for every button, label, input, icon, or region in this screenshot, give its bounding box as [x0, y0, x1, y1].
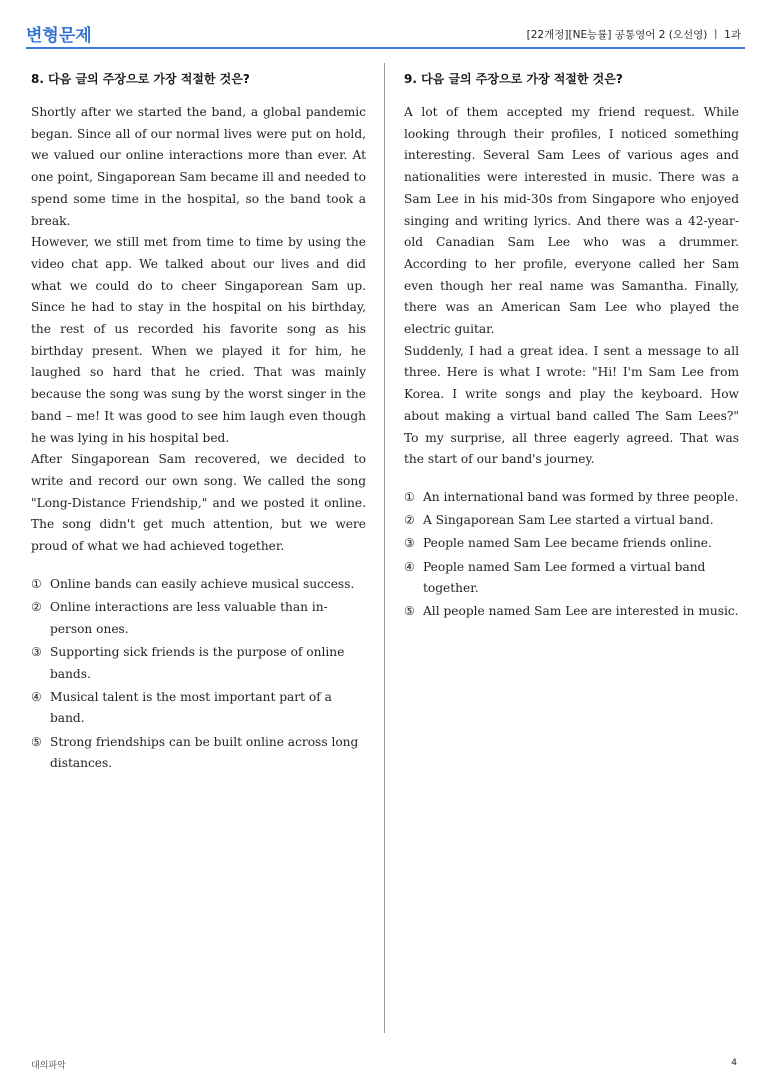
question-title: 9. 다음 글의 주장으로 가장 적절한 것은? — [404, 72, 623, 86]
answer-option[interactable] — [31, 642, 366, 685]
passage-paragraph: A lot of them accepted my friend request. While looking through their profiles, I noticed something interesting. Several Sam Lees of various ages and nationalities were interested in music. There was a Sam Lee in his mid-30s from Singapore who enjoyed singing and writing lyrics. And there was a 42-year-old Canadian Sam Lee who was a drummer. According to her profile, everyone called her Sam even though her real name was Samantha. Finally, there was an American Sam Lee who played the electric guitar. — [404, 105, 739, 337]
footer-label: 대의파악 — [31, 1061, 66, 1071]
question-8 — [31, 70, 366, 777]
brand-title: 변형문제 — [26, 26, 92, 46]
answer-options — [404, 487, 739, 623]
option-number: ③ — [404, 536, 415, 551]
answer-option[interactable] — [31, 574, 366, 596]
answer-option[interactable] — [404, 601, 739, 623]
option-text: Strong friendships can be built online across long distances. — [50, 734, 359, 771]
option-text: A Singaporean Sam Lee started a virtual band. — [423, 513, 714, 528]
option-number: ④ — [31, 689, 42, 704]
option-number: ③ — [31, 644, 42, 659]
passage-paragraph: However, we still met from time to time by using the video chat app. We talked about our lives and did what we could do to cheer Singaporean Sam up. Since he had to stay in the hospital on his birthday, the rest of us recorded his favorite song as his birthday present. When we played it for him, he laughed so hard that he cried. That was mainly because the song was sung by the worst singer in the band – me! It was good to see him laugh even though he was lying in his hospital bed. — [31, 235, 366, 445]
answer-option[interactable] — [404, 557, 739, 600]
column-divider — [384, 63, 385, 1033]
answer-option[interactable] — [31, 732, 366, 775]
option-number: ① — [31, 576, 42, 591]
option-text: All people named Sam Lee are interested in music. — [423, 604, 739, 619]
page-number: 4 — [731, 1058, 737, 1068]
option-number: ① — [404, 489, 415, 504]
option-number: ② — [404, 513, 415, 528]
answer-options — [31, 574, 366, 775]
course-info: [22개정][NE능률] 공통영어 2 (오선영) ㅣ 1과 — [526, 29, 741, 41]
option-text: Supporting sick friends is the purpose of online bands. — [50, 644, 345, 681]
option-number: ⑤ — [31, 734, 42, 749]
option-text: Online interactions are less valuable than in-person ones. — [50, 599, 328, 636]
answer-option[interactable] — [31, 687, 366, 730]
option-number: ④ — [404, 559, 415, 574]
question-9 — [404, 70, 739, 625]
option-text: An international band was formed by three people. — [423, 489, 739, 504]
passage-paragraph: Suddenly, I had a great idea. I sent a message to all three. Here is what I wrote: "Hi! I'm Sam Lee from Korea. I write songs and play the keyboard. How about making a virtual band called The Sam Lees?" To my surprise, all three eagerly agreed. That was the start of our band's journey. — [404, 343, 739, 467]
option-number: ⑤ — [404, 604, 415, 619]
answer-option[interactable] — [404, 487, 739, 509]
answer-option[interactable] — [404, 510, 739, 532]
question-title: 8. 다음 글의 주장으로 가장 적절한 것은? — [31, 72, 250, 86]
answer-option[interactable] — [404, 533, 739, 555]
option-number: ② — [31, 599, 42, 614]
header-rule — [26, 47, 745, 49]
option-text: People named Sam Lee became friends online. — [423, 536, 712, 551]
passage-paragraph: After Singaporean Sam recovered, we decided to write and record our own song. We called the song "Long-Distance Friendship," and we posted it online. The song didn't get much attention, but we were proud of what we had achieved together. — [31, 452, 366, 554]
page-header — [0, 0, 768, 50]
option-text: People named Sam Lee formed a virtual band together. — [423, 559, 706, 596]
answer-option[interactable] — [31, 597, 366, 640]
option-text: Musical talent is the most important part of a band. — [50, 689, 332, 726]
passage-paragraph: Shortly after we started the band, a global pandemic began. Since all of our normal lives were put on hold, we valued our online interactions more than ever. At one point, Singaporean Sam became ill and needed to spend some time in the hospital, so the band took a break. — [31, 105, 366, 228]
option-text: Online bands can easily achieve musical success. — [50, 576, 355, 591]
